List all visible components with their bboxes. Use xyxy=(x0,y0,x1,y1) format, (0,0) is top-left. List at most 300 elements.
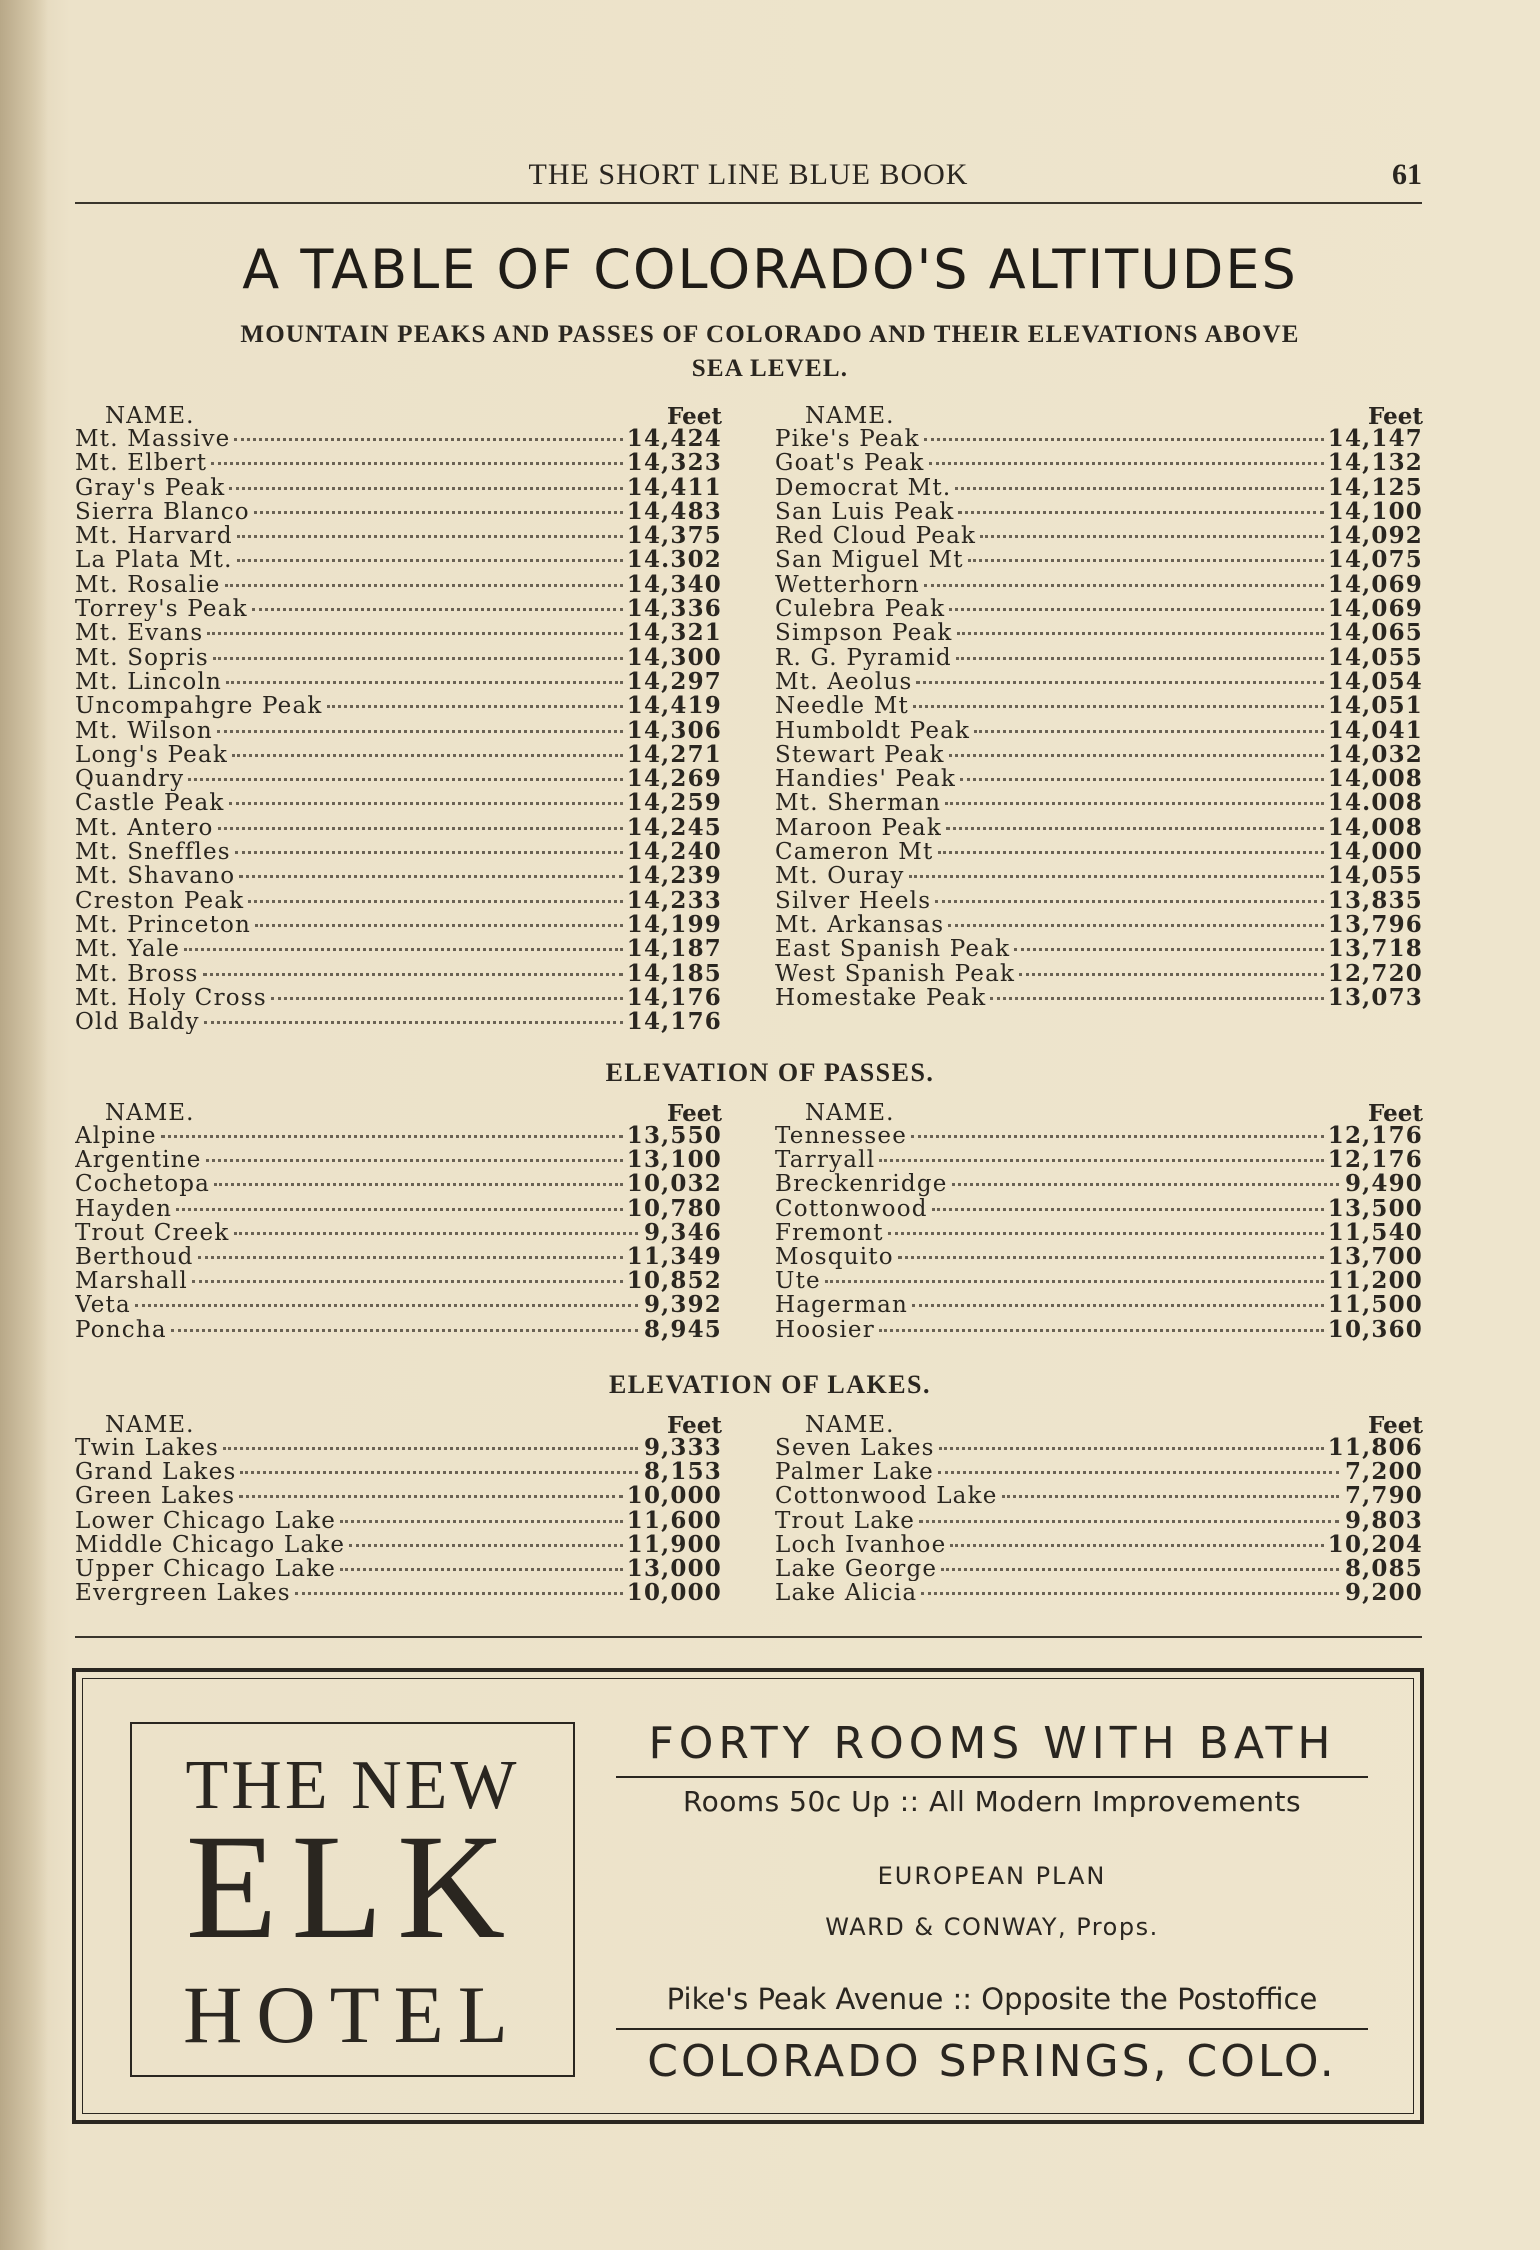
entry-name: Old Baldy xyxy=(75,1010,200,1035)
entry-elevation: 11,500 xyxy=(1327,1293,1423,1318)
entry-name: Torrey's Peak xyxy=(75,597,248,622)
entry-elevation: 8,153 xyxy=(643,1460,722,1485)
table-row xyxy=(75,1533,722,1557)
dot-leader xyxy=(912,1304,1324,1307)
dot-leader xyxy=(192,1280,623,1283)
table-row xyxy=(775,913,1423,937)
table-row xyxy=(75,719,722,743)
entry-elevation: 14,199 xyxy=(626,912,722,938)
entry-elevation: 11,200 xyxy=(1327,1269,1423,1294)
entry-elevation: 14,054 xyxy=(1327,669,1423,695)
dot-leader xyxy=(240,1471,638,1474)
entry-elevation: 11,540 xyxy=(1327,1220,1423,1245)
dot-leader xyxy=(941,1568,1339,1571)
entry-elevation: 14,132 xyxy=(1327,451,1423,476)
entry-elevation: 14,375 xyxy=(626,524,722,549)
entry-elevation: 14,424 xyxy=(626,427,722,452)
table-row xyxy=(775,767,1423,791)
entry-name: Wetterhorn xyxy=(775,572,920,598)
entry-name: Mt. Evans xyxy=(75,621,204,646)
table-row xyxy=(75,913,722,937)
dot-leader xyxy=(950,1544,1323,1547)
dot-leader xyxy=(938,1471,1339,1474)
entry-name: Pike's Peak xyxy=(775,427,920,452)
entry-name: Goat's Peak xyxy=(775,451,925,476)
table-row xyxy=(75,743,722,767)
table-row xyxy=(75,1557,722,1581)
dot-leader xyxy=(932,1208,1324,1211)
peaks-left-column xyxy=(75,403,722,1034)
entry-elevation: 14,259 xyxy=(626,791,722,816)
entry-elevation: 14,233 xyxy=(626,888,722,913)
table-row xyxy=(775,597,1423,621)
entry-elevation: 14,336 xyxy=(626,597,722,622)
peaks-left-header xyxy=(75,403,722,430)
entry-name: Sierra Blanco xyxy=(75,499,250,525)
table-row xyxy=(75,476,722,500)
table-row xyxy=(775,1148,1423,1172)
entry-name: Breckenridge xyxy=(775,1172,948,1197)
entry-elevation: 14,041 xyxy=(1327,718,1423,743)
ad-rule-1 xyxy=(616,1776,1368,1778)
dot-leader xyxy=(980,535,1324,538)
entry-elevation: 13,796 xyxy=(1327,912,1423,938)
subtitle-line-1: MOUNTAIN PEAKS AND PASSES OF COLORADO AND THEIR ELEVATIONS ABOVE xyxy=(240,321,1300,348)
table-row xyxy=(775,986,1423,1010)
feet-header: Feet xyxy=(1368,403,1423,430)
entry-elevation: 9,333 xyxy=(643,1436,722,1461)
dot-leader xyxy=(921,1592,1339,1595)
entry-name: Lake George xyxy=(775,1556,938,1582)
table-row xyxy=(775,1172,1423,1196)
entry-elevation: 11,349 xyxy=(626,1244,722,1270)
dot-leader xyxy=(237,535,623,538)
table-row xyxy=(75,1436,722,1460)
entry-name: Ute xyxy=(775,1269,821,1294)
dot-leader xyxy=(913,705,1324,708)
entry-name: Mt. Shavano xyxy=(75,864,236,889)
entry-elevation: 14,069 xyxy=(1327,597,1423,622)
subtitle-line-2: SEA LEVEL. xyxy=(691,355,849,382)
entry-name: Mt. Lincoln xyxy=(75,669,222,695)
entry-name: Mt. Yale xyxy=(75,937,181,962)
entry-name: Lower Chicago Lake xyxy=(75,1508,337,1533)
dot-leader xyxy=(161,1135,623,1138)
dot-leader xyxy=(916,681,1323,684)
entry-elevation: 14,245 xyxy=(626,815,722,841)
ad-address: Pike's Peak Avenue :: Opposite the Postoffice xyxy=(666,1982,1318,2016)
dot-leader xyxy=(252,608,623,611)
table-row xyxy=(775,1124,1423,1148)
entry-name: Loch Ivanhoe xyxy=(775,1532,947,1557)
passes-right-header xyxy=(775,1100,1423,1127)
entry-elevation: 13,500 xyxy=(1327,1196,1423,1221)
book-gutter xyxy=(0,0,48,2250)
entry-name: Veta xyxy=(75,1293,131,1318)
entry-name: Cochetopa xyxy=(75,1172,211,1197)
dot-leader xyxy=(911,1135,1324,1138)
entry-name: Marshall xyxy=(75,1269,188,1294)
dot-leader xyxy=(952,1183,1339,1186)
dot-leader xyxy=(255,924,623,927)
entry-elevation: 13,550 xyxy=(626,1124,722,1149)
entry-elevation: 12,720 xyxy=(1327,961,1423,986)
dot-leader xyxy=(135,1304,638,1307)
table-row xyxy=(75,1293,722,1317)
table-row xyxy=(775,889,1423,913)
dot-leader xyxy=(327,705,623,708)
table-row xyxy=(75,1460,722,1484)
entry-name: Tarryall xyxy=(775,1148,876,1173)
table-row xyxy=(775,1269,1423,1293)
entry-elevation: 14,069 xyxy=(1327,572,1423,598)
table-row xyxy=(75,427,722,451)
ad-plan: EUROPEAN PLAN xyxy=(877,1862,1107,1890)
entry-elevation: 14,297 xyxy=(626,669,722,695)
entry-elevation: 14,092 xyxy=(1327,524,1423,549)
entry-elevation: 13,718 xyxy=(1327,937,1423,962)
entry-name: Mt. Rosalie xyxy=(75,572,221,598)
dot-leader xyxy=(206,1159,623,1162)
entry-elevation: 10,360 xyxy=(1327,1317,1423,1342)
entry-name: Argentine xyxy=(75,1148,202,1173)
ad-headline: FORTY ROOMS WITH BATH xyxy=(648,1718,1336,1769)
entry-elevation: 11,806 xyxy=(1327,1436,1423,1461)
dot-leader xyxy=(888,1232,1324,1235)
table-row xyxy=(775,840,1423,864)
feet-header: Feet xyxy=(667,1100,722,1127)
dot-leader xyxy=(223,1447,638,1450)
lakes-right-header xyxy=(775,1412,1423,1439)
dot-leader xyxy=(946,827,1324,830)
table-row xyxy=(775,1509,1423,1533)
entry-elevation: 10,780 xyxy=(626,1196,722,1221)
table-row xyxy=(775,1245,1423,1269)
entry-name: Quandry xyxy=(75,767,185,792)
entry-elevation: 8,945 xyxy=(643,1317,722,1342)
name-header: NAME. xyxy=(105,1412,195,1438)
table-row xyxy=(75,524,722,548)
entry-name: Mt. Massive xyxy=(75,427,231,452)
running-title: THE SHORT LINE BLUE BOOK xyxy=(528,158,969,191)
ad-rooms-line: Rooms 50c Up :: All Modern Improvements xyxy=(682,1785,1302,1818)
hotel-name-box xyxy=(130,1722,575,2077)
dot-leader xyxy=(924,438,1324,441)
table-row xyxy=(75,816,722,840)
dot-leader xyxy=(237,559,623,562)
entry-name: Cameron Mt xyxy=(775,840,934,865)
dot-leader xyxy=(248,900,622,903)
table-row xyxy=(75,962,722,986)
feet-header: Feet xyxy=(667,1412,722,1439)
lakes-right-column xyxy=(775,1412,1423,1605)
lakes-left-column xyxy=(75,1412,722,1605)
dot-leader xyxy=(234,438,622,441)
dot-leader xyxy=(939,1447,1324,1450)
dot-leader xyxy=(234,1232,638,1235)
table-row xyxy=(775,1557,1423,1581)
entry-elevation: 14,185 xyxy=(626,961,722,986)
passes-left-column xyxy=(75,1100,722,1342)
entry-name: Mt. Holy Cross xyxy=(75,985,267,1011)
table-row xyxy=(775,743,1423,767)
dot-leader xyxy=(949,608,1324,611)
hotel-word: HOTEL xyxy=(183,1969,522,2060)
entry-elevation: 7,200 xyxy=(1344,1460,1423,1485)
entry-name: Democrat Mt. xyxy=(775,475,952,500)
entry-name: Grand Lakes xyxy=(75,1460,237,1485)
entry-name: Twin Lakes xyxy=(75,1436,220,1461)
entry-elevation: 14,051 xyxy=(1327,694,1423,719)
entry-name: Green Lakes xyxy=(75,1484,236,1509)
dot-leader xyxy=(968,559,1324,562)
entry-elevation: 14,008 xyxy=(1327,815,1423,841)
entry-name: Maroon Peak xyxy=(775,815,942,841)
entry-elevation: 14,323 xyxy=(626,451,722,476)
entry-name: Mt. Wilson xyxy=(75,718,213,743)
table-row xyxy=(75,694,722,718)
entry-elevation: 14,100 xyxy=(1327,499,1423,525)
table-row xyxy=(75,1197,722,1221)
entry-elevation: 14,483 xyxy=(626,499,722,525)
passes-right-column xyxy=(775,1100,1423,1342)
table-row xyxy=(75,1148,722,1172)
entry-name: Handies' Peak xyxy=(775,767,957,792)
entry-name: Mosquito xyxy=(775,1244,894,1270)
entry-name: Creston Peak xyxy=(75,888,245,913)
entry-elevation: 14,269 xyxy=(626,767,722,792)
dot-leader xyxy=(1019,973,1324,976)
entry-name: West Spanish Peak xyxy=(775,961,1016,986)
entry-name: Cottonwood Lake xyxy=(775,1484,998,1509)
table-row xyxy=(775,1533,1423,1557)
entry-elevation: 14,176 xyxy=(626,985,722,1011)
entry-elevation: 14,176 xyxy=(626,1010,722,1035)
table-row xyxy=(775,476,1423,500)
entry-name: Palmer Lake xyxy=(775,1460,934,1485)
dot-leader xyxy=(232,754,623,757)
dot-leader xyxy=(929,462,1324,465)
table-row xyxy=(75,1221,722,1245)
entry-name: Hayden xyxy=(75,1196,173,1221)
entry-name: Tennessee xyxy=(775,1124,908,1149)
entry-name: Gray's Peak xyxy=(75,475,226,500)
dot-leader xyxy=(898,1256,1324,1259)
table-row xyxy=(75,1010,722,1034)
ad-city: COLORADO SPRINGS, COLO. xyxy=(647,2036,1337,2087)
entry-elevation: 10,000 xyxy=(626,1484,722,1509)
dot-leader xyxy=(956,657,1324,660)
entry-name: Mt. Sherman xyxy=(775,791,942,816)
entry-elevation: 14,340 xyxy=(626,572,722,598)
table-row xyxy=(775,548,1423,572)
dot-leader xyxy=(1014,948,1324,951)
table-row xyxy=(75,646,722,670)
entry-name: East Spanish Peak xyxy=(775,937,1011,962)
table-row xyxy=(75,1245,722,1269)
table-row xyxy=(775,1581,1423,1605)
entry-elevation: 9,346 xyxy=(643,1220,722,1245)
entry-name: Poncha xyxy=(75,1317,167,1342)
entry-name: Trout Lake xyxy=(775,1508,916,1533)
table-row xyxy=(75,1484,722,1508)
entry-name: Berthoud xyxy=(75,1244,194,1270)
dot-leader xyxy=(239,875,623,878)
feet-header: Feet xyxy=(667,403,722,430)
table-row xyxy=(775,1318,1423,1342)
entry-name: Upper Chicago Lake xyxy=(75,1556,337,1582)
dot-leader xyxy=(254,511,623,514)
entry-elevation: 14,187 xyxy=(626,937,722,962)
table-row xyxy=(775,719,1423,743)
entry-name: Mt. Princeton xyxy=(75,912,252,938)
ad-props: WARD & CONWAY, Props. xyxy=(825,1913,1159,1941)
table-row xyxy=(75,1269,722,1293)
table-row xyxy=(775,1293,1423,1317)
entry-elevation: 14,055 xyxy=(1327,645,1423,670)
passes-left-header xyxy=(75,1100,722,1127)
entry-name: Long's Peak xyxy=(75,742,228,768)
entry-elevation: 14,065 xyxy=(1327,621,1423,646)
entry-elevation: 13,000 xyxy=(626,1556,722,1582)
table-row xyxy=(775,1484,1423,1508)
entry-elevation: 14.008 xyxy=(1327,791,1423,816)
entry-name: Evergreen Lakes xyxy=(75,1581,291,1606)
table-row xyxy=(775,621,1423,645)
entry-elevation: 14,055 xyxy=(1327,864,1423,889)
name-header: NAME. xyxy=(105,1100,195,1126)
entry-name: Cottonwood xyxy=(775,1196,928,1221)
dot-leader xyxy=(909,875,1324,878)
entry-elevation: 14,075 xyxy=(1327,548,1423,573)
table-row xyxy=(75,864,722,888)
entry-name: Lake Alicia xyxy=(775,1581,918,1606)
dot-leader xyxy=(949,754,1324,757)
dot-leader xyxy=(203,973,623,976)
dot-leader xyxy=(176,1208,623,1211)
dot-leader xyxy=(924,584,1324,587)
entry-elevation: 14,271 xyxy=(626,742,722,768)
lakes-left-header xyxy=(75,1412,722,1439)
table-row xyxy=(775,1197,1423,1221)
dot-leader xyxy=(948,924,1324,927)
table-row xyxy=(775,1460,1423,1484)
entry-elevation: 10,852 xyxy=(626,1269,722,1294)
entry-elevation: 13,835 xyxy=(1327,888,1423,913)
entry-name: Humboldt Peak xyxy=(775,718,971,743)
entry-name: La Plata Mt. xyxy=(75,548,233,573)
entry-name: Alpine xyxy=(75,1124,157,1149)
entry-name: Middle Chicago Lake xyxy=(75,1532,346,1557)
table-row xyxy=(775,816,1423,840)
entry-elevation: 11,600 xyxy=(626,1508,722,1533)
entry-elevation: 9,392 xyxy=(643,1293,722,1318)
dot-leader xyxy=(235,851,623,854)
entry-name: San Miguel Mt xyxy=(775,548,964,573)
entry-elevation: 14.302 xyxy=(626,548,722,573)
entry-name: Stewart Peak xyxy=(775,742,945,768)
dot-leader xyxy=(340,1520,623,1523)
entry-elevation: 14,419 xyxy=(626,694,722,719)
entry-elevation: 9,490 xyxy=(1344,1172,1423,1197)
lakes-section-title: ELEVATION OF LAKES. xyxy=(608,1370,932,1399)
table-row xyxy=(775,573,1423,597)
entry-elevation: 13,073 xyxy=(1327,985,1423,1011)
table-row xyxy=(775,524,1423,548)
dot-leader xyxy=(935,900,1324,903)
table-row xyxy=(775,670,1423,694)
dot-leader xyxy=(879,1329,1324,1332)
table-row xyxy=(75,451,722,475)
feet-header: Feet xyxy=(1368,1412,1423,1439)
table-row xyxy=(775,500,1423,524)
feet-header: Feet xyxy=(1368,1100,1423,1127)
entry-name: Mt. Ouray xyxy=(775,864,905,889)
entry-elevation: 14,411 xyxy=(626,475,722,500)
entry-elevation: 13,100 xyxy=(626,1148,722,1173)
entry-name: Hoosier xyxy=(775,1317,875,1342)
dot-leader xyxy=(217,730,623,733)
table-row xyxy=(775,791,1423,815)
dot-leader xyxy=(974,730,1324,733)
entry-name: Homestake Peak xyxy=(775,985,987,1011)
dot-leader xyxy=(204,1021,623,1024)
dot-leader xyxy=(207,632,622,635)
entry-name: Simpson Peak xyxy=(775,621,953,646)
dot-leader xyxy=(184,948,623,951)
dot-leader xyxy=(198,1256,623,1259)
entry-elevation: 12,176 xyxy=(1327,1148,1423,1173)
entry-elevation: 14,032 xyxy=(1327,742,1423,768)
dot-leader xyxy=(958,511,1323,514)
entry-elevation: 13,700 xyxy=(1327,1244,1423,1270)
entry-name: Mt. Aeolus xyxy=(775,669,913,695)
entry-elevation: 14,008 xyxy=(1327,767,1423,792)
entry-name: Red Cloud Peak xyxy=(775,524,977,549)
table-row xyxy=(75,548,722,572)
name-header: NAME. xyxy=(805,1412,895,1438)
dot-leader xyxy=(226,681,623,684)
dot-leader xyxy=(188,778,622,781)
table-row xyxy=(775,1436,1423,1460)
table-row xyxy=(775,451,1423,475)
dot-leader xyxy=(340,1568,623,1571)
table-row xyxy=(775,646,1423,670)
entry-elevation: 10,032 xyxy=(626,1172,722,1197)
passes-section-title: ELEVATION OF PASSES. xyxy=(605,1058,935,1087)
entry-elevation: 14,125 xyxy=(1327,475,1423,500)
entry-name: Culebra Peak xyxy=(775,597,946,622)
table-row xyxy=(75,1581,722,1605)
dot-leader xyxy=(213,657,623,660)
table-row xyxy=(75,670,722,694)
page-number: 61 xyxy=(1392,158,1422,191)
dot-leader xyxy=(295,1592,623,1595)
dot-leader xyxy=(229,487,622,490)
entry-elevation: 7,790 xyxy=(1344,1484,1423,1509)
entry-name: Fremont xyxy=(775,1220,884,1245)
entry-elevation: 14,300 xyxy=(626,645,722,670)
entry-elevation: 14,239 xyxy=(626,864,722,889)
name-header: NAME. xyxy=(105,403,195,429)
table-row xyxy=(75,889,722,913)
entry-name: San Luis Peak xyxy=(775,499,955,525)
table-row xyxy=(75,937,722,961)
entry-name: Seven Lakes xyxy=(775,1436,935,1461)
dot-leader xyxy=(239,1495,623,1498)
dot-leader xyxy=(214,1183,623,1186)
entry-name: R. G. Pyramid xyxy=(775,645,952,670)
